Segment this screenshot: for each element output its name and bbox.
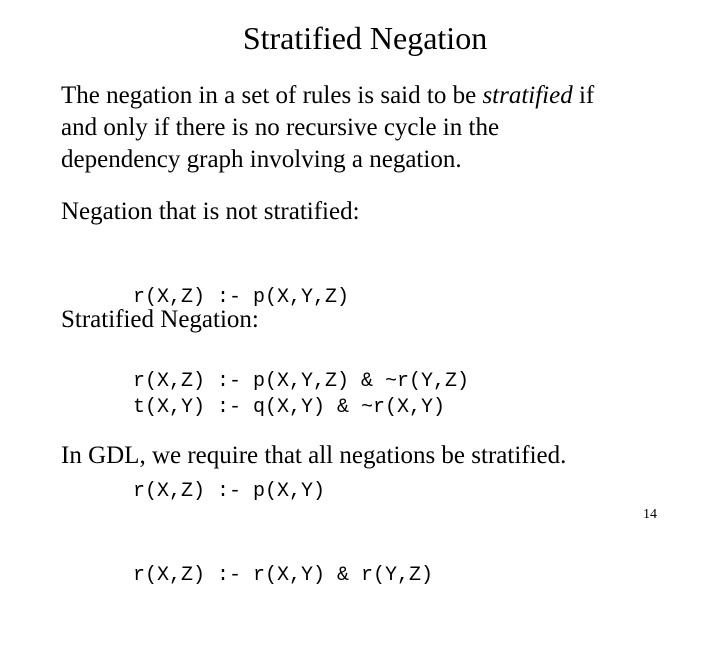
intro-paragraph [61, 80, 701, 176]
not-stratified-heading: Negation that is not stratified: [61, 198, 360, 225]
intro-line-3: dependency graph involving a negation. [61, 146, 462, 173]
intro-line-1-before: The negation in a set of rules is said to be [61, 82, 483, 109]
conclusion: In GDL, we require that all negations be stratified. [61, 442, 567, 469]
intro-emphasis: stratified [482, 82, 573, 109]
intro-line-1-after: if [572, 82, 595, 109]
stratified-rules [133, 338, 445, 646]
slide-title: Stratified Negation [242, 20, 488, 56]
rule-line: r(X,Z) :- p(X,Y,Z) & ~r(Y,Z) [133, 370, 470, 393]
page-number: 14 [643, 507, 657, 522]
rule-line: r(X,Z) :- r(X,Y) & r(Y,Z) [133, 564, 434, 587]
rule-line: t(X,Y) :- q(X,Y) & ~r(X,Y) [133, 396, 446, 419]
rule-line: r(X,Z) :- p(X,Y,Z) [133, 286, 350, 309]
intro-line-1 [61, 80, 701, 112]
stratified-heading: Stratified Negation: [61, 306, 259, 333]
rule-line: r(X,Z) :- p(X,Y) [133, 480, 326, 503]
intro-line-2: and only if there is no recursive cycle in the [61, 114, 500, 141]
